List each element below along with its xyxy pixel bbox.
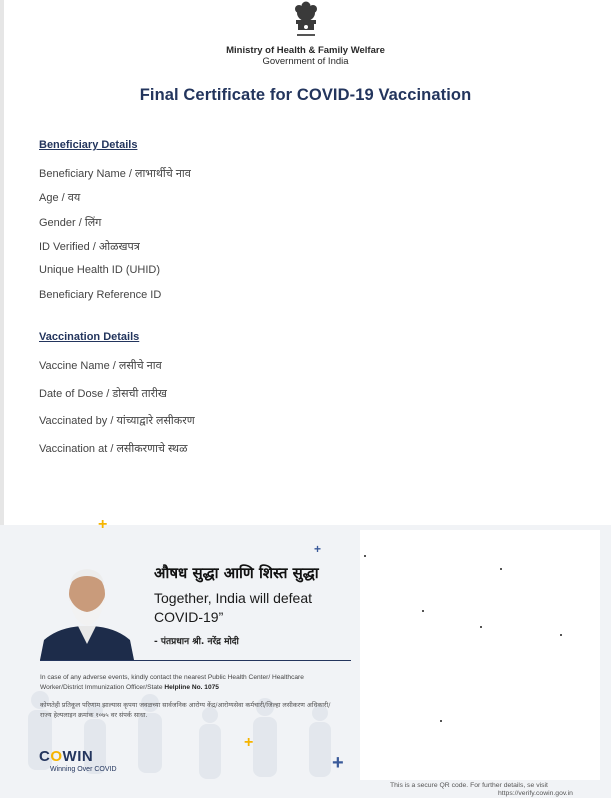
field-label: Date of Dose /: [39, 388, 110, 400]
field-label: Unique Health ID (UHID): [39, 264, 161, 276]
field-date-of-dose: [39, 386, 167, 401]
speck: [422, 610, 424, 612]
ministry-name: Ministry of Health & Family Welfare: [226, 45, 385, 56]
field-gender: [39, 215, 101, 230]
field-label-local: लाभार्थीचे नाव: [135, 168, 191, 180]
field-label: ID Verified /: [39, 241, 96, 253]
cowin-letter: O: [50, 748, 63, 765]
speck: [500, 568, 502, 570]
speck: [440, 720, 442, 722]
field-label: Gender /: [39, 217, 82, 229]
cowin-tagline: Winning Over COVID: [50, 766, 117, 773]
helpline-notice-local: कोणतेही प्रतिकूल परिणाम झाल्यास कृपया जवळच्या सार्वजनिक आरोग्य केंद्र/आरोग्यसेवा कर्मचारी/जिल्हा लसीकरण अधिकारी/राज्य हेल्पलाइन क्रमांक १०७५ वर संपर्क साधा.: [40, 701, 331, 719]
qr-note: This is a secure QR code. For further details, se visit: [390, 782, 548, 789]
field-label-local: लिंग: [84, 217, 102, 229]
cowin-letter: C: [39, 748, 51, 765]
vaccination-details-heading: Vaccination Details: [39, 331, 140, 343]
qr-verify-link[interactable]: https://verify.cowin.gov.in: [498, 790, 573, 797]
quote-local: औषध सुद्धा आणि शिस्त सुद्धा: [154, 564, 319, 582]
quote-english: Together, India will defeat COVID-19”: [154, 590, 312, 625]
speck: [560, 634, 562, 636]
field-id-verified: [39, 239, 140, 254]
plus-decoration-icon: +: [314, 542, 322, 556]
cowin-letter: I: [77, 748, 82, 765]
field-vaccine-name: [39, 358, 162, 373]
quote-attribution: - पंतप्रधान श्री. नरेंद्र मोदी: [154, 637, 239, 647]
speck: [480, 626, 482, 628]
field-beneficiary-name: [39, 166, 191, 181]
cowin-logo: [39, 748, 93, 765]
government-name: Government of India: [262, 56, 349, 67]
field-label-local: लसीकरणाचे स्थळ: [116, 443, 188, 455]
field-label: Vaccination at /: [39, 443, 114, 455]
field-beneficiary-reference-id: [39, 289, 161, 301]
field-label: Age /: [39, 192, 65, 204]
field-label-local: वय: [67, 192, 81, 204]
field-label-local: यांच्याद्वारे लसीकरण: [116, 415, 195, 427]
field-label-local: ओळखपत्र: [98, 241, 140, 253]
plus-decoration-icon: +: [332, 752, 344, 774]
helpline-notice: [40, 673, 340, 693]
plus-decoration-icon: +: [98, 516, 108, 533]
prime-minister-portrait: [40, 560, 134, 660]
cowin-letter: N: [81, 748, 94, 765]
footer-divider: [40, 660, 351, 661]
beneficiary-details-heading: Beneficiary Details: [39, 139, 138, 151]
helpline-number: Helpline No. 1075: [164, 684, 219, 691]
field-age: [39, 190, 80, 205]
field-label: Beneficiary Reference ID: [39, 289, 162, 301]
qr-code-area: [360, 530, 600, 780]
plus-decoration-icon: +: [244, 734, 254, 751]
field-uhid: [39, 264, 160, 276]
field-label: Vaccine Name /: [39, 360, 116, 372]
field-vaccinated-by: [39, 413, 195, 428]
field-label: Beneficiary Name /: [39, 168, 132, 180]
national-emblem-icon: [288, 0, 324, 40]
field-label-local: लसीचे नाव: [118, 360, 162, 372]
cowin-logo-text: [39, 748, 93, 765]
speck: [364, 555, 366, 557]
field-label: Vaccinated by /: [39, 415, 114, 427]
certificate-title: Final Certificate for COVID-19 Vaccination: [139, 86, 472, 104]
helpline-text: In case of any adverse events, kindly contact the nearest Public Health Center/ Healthcare Worker/District Immunization Officer/State: [40, 674, 304, 691]
cowin-letter: W: [62, 748, 78, 765]
field-label-local: डोसची तारीख: [112, 388, 167, 400]
field-vaccination-at: [39, 441, 187, 456]
